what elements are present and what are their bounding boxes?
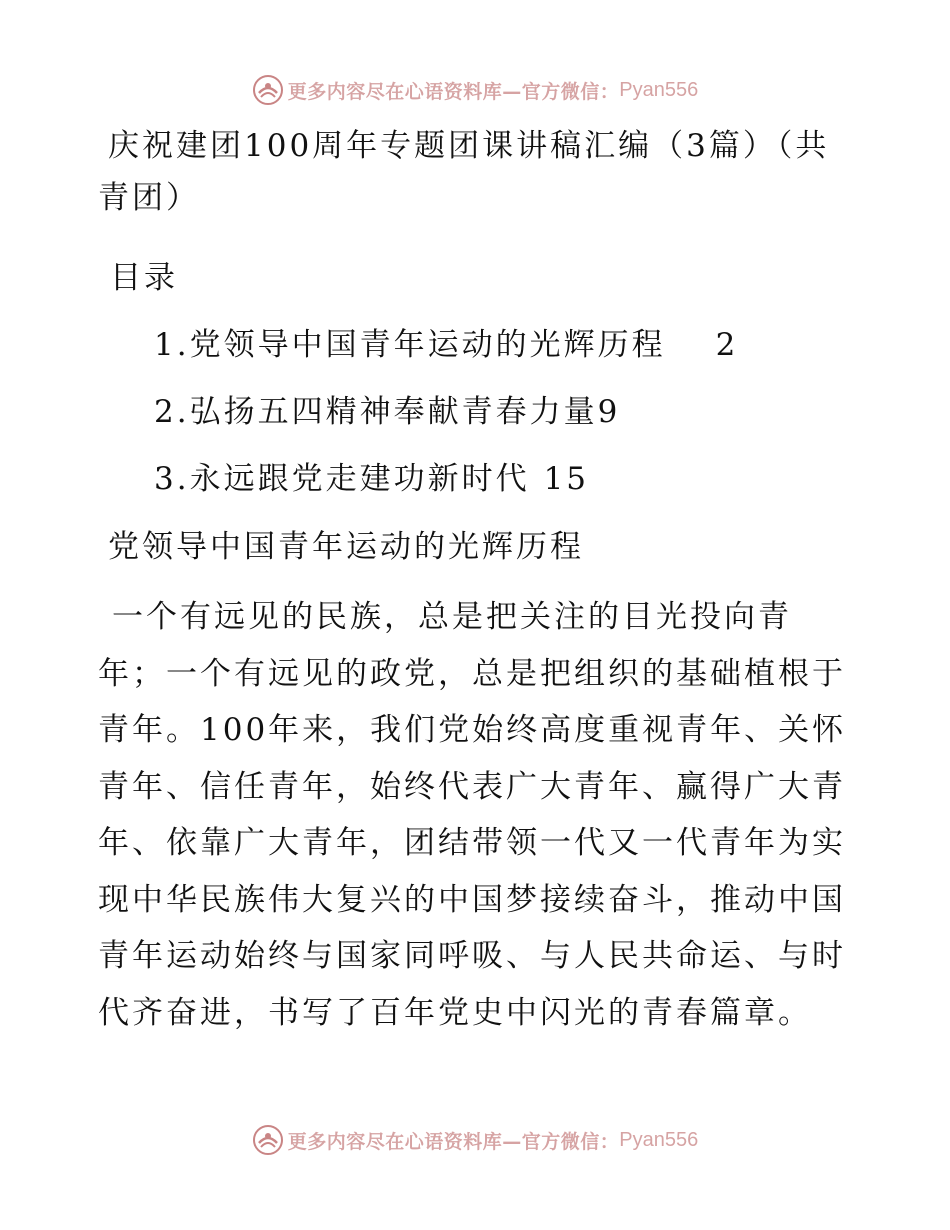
toc-item[interactable]	[154, 319, 850, 371]
document-page	[98, 120, 850, 1041]
section-heading: 党领导中国青年运动的光辉历程	[108, 529, 584, 565]
book-logo-icon	[252, 1124, 284, 1156]
toc-item-label: 3.永远跟党走建功新时代	[154, 461, 530, 497]
paragraph-line: 一个有远见的民族，总是把关注的目光投向青	[112, 599, 792, 635]
book-logo-icon	[252, 74, 284, 106]
paragraph-line: 青年。100年来，我们党始终高度重视青年、关怀	[98, 712, 847, 748]
toc-item-label: 1.党领导中国青年运动的光辉历程	[154, 327, 666, 363]
toc-item[interactable]	[154, 386, 850, 438]
body-paragraph	[98, 589, 850, 1041]
watermark-text: 更多内容尽在心语资料库—官方微信：	[287, 80, 620, 103]
toc-heading: 目录	[110, 260, 178, 296]
watermark-text: 更多内容尽在心语资料库—官方微信：	[287, 1130, 620, 1153]
paragraph-line: 现中华民族伟大复兴的中国梦接续奋斗，推动中国	[98, 881, 846, 918]
footer-watermark	[0, 1120, 950, 1160]
toc-item-page: 2	[715, 327, 739, 363]
watermark-wechat-id: Pyan556	[619, 78, 699, 101]
watermark-wechat-id: Pyan556	[619, 1128, 699, 1151]
document-title-line-2: 青团）	[98, 180, 200, 216]
toc-item-page: 15	[543, 461, 590, 497]
paragraph-line: 青年、信任青年，始终代表广大青年、赢得广大青	[98, 768, 846, 805]
toc-item-label: 2.弘扬五四精神奉献青春力量	[154, 394, 598, 430]
paragraph-line: 年、依靠广大青年，团结带领一代又一代青年为实	[98, 825, 846, 861]
paragraph-line: 青年运动始终与国家同呼吸、与人民共命运、与时	[98, 938, 846, 974]
toc-item-page: 9	[597, 394, 621, 430]
document-title-line-1: 庆祝建团100周年专题团课讲稿汇编（3篇）（共	[108, 128, 830, 164]
header-watermark	[0, 70, 950, 110]
toc-item[interactable]	[154, 453, 850, 505]
paragraph-line: 年；一个有远见的政党，总是把组织的基础植根于	[98, 655, 846, 692]
paragraph-line: 代齐奋进，书写了百年党史中闪光的青春篇章。	[98, 994, 812, 1031]
